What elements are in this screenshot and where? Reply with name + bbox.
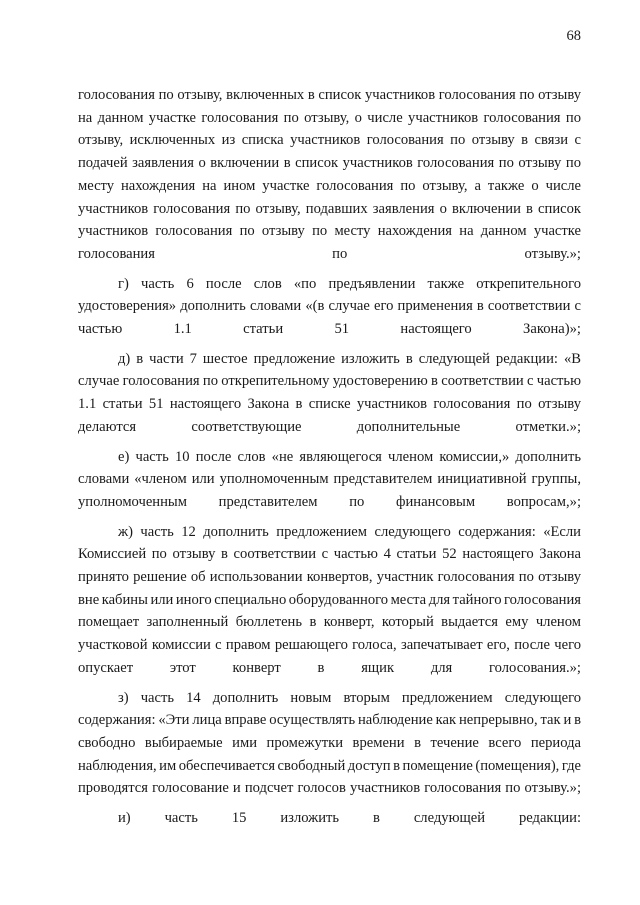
paragraph-item-d (78, 348, 581, 439)
text-line: и) часть 15 изложить в следующей редакции: (118, 810, 581, 827)
paragraph-item-i (78, 807, 581, 830)
text-line: принято решение об использовании конвертов, участник голосования по отзыву (78, 569, 581, 586)
page-number: 68 (566, 28, 581, 44)
text-line: д) в части 7 шестое предложение изложить в следующей редакции: «В (118, 350, 581, 367)
text-line: Комиссией по отзыву в соответствии с частью 4 статьи 52 настоящего Закона (78, 546, 581, 563)
text-line: г) часть 6 после слов «по предъявлении также открепительного (118, 275, 581, 292)
paragraph-continuation (78, 84, 581, 266)
text-line: опускает этот конверт в ящик для голосования.»; (78, 659, 581, 676)
text-line: участников голосования по отзыву по месту нахождения на данном участке (78, 223, 581, 240)
text-line: частью 1.1 статьи 51 настоящего Закона)»; (78, 321, 581, 338)
text-line: случае голосования по открепительному удостоверению в соответствии с частью (78, 373, 581, 390)
text-line: месту нахождения на ином участке голосования по отзыву, а также о числе (78, 177, 581, 194)
text-line: з) часть 14 дополнить новым вторым предложением следующего (118, 689, 581, 706)
text-line: содержания: «Эти лица вправе осуществлять наблюдение как непрерывно, так и в (78, 712, 582, 729)
text-line: удостоверения» дополнить словами «(в случае его применения в соответствии с (78, 298, 581, 315)
text-line: ж) часть 12 дополнить предложением следующего содержания: «Если (118, 523, 581, 540)
paragraph-item-e (78, 446, 581, 514)
text-line: подачей заявления о включении в список участников голосования по отзыву по (78, 155, 581, 172)
text-line: вне кабины или иного специально оборудованного места для тайного голосования (78, 591, 581, 608)
paragraph-item-zh (78, 521, 581, 680)
text-line: словами «членом или уполномоченным представителем инициативной группы, (78, 471, 581, 488)
text-line: проводятся голосование и подсчет голосов участников голосования по отзыву.»; (78, 780, 581, 797)
text-line: отзыву, исключенных из списка участников голосования по отзыву в связи с (78, 132, 581, 149)
text-line: делаются соответствующие дополнительные отметки.»; (78, 418, 581, 435)
text-line: наблюдения, им обеспечивается свободный доступ в помещение (помещения), где (78, 757, 581, 774)
text-line: свободно выбираемые ими промежутки времени в течение всего периода (78, 734, 581, 751)
text-line: голосования по отзыву.»; (78, 245, 581, 262)
paragraph-item-g (78, 273, 581, 341)
text-line: 1.1 статьи 51 настоящего Закона в списке участников голосования по отзыву (78, 396, 581, 413)
text-line: уполномоченным представителем по финансовым вопросам,»; (78, 493, 581, 510)
text-line: голосования по отзыву, включенных в список участников голосования по отзыву (78, 87, 582, 103)
text-line: е) часть 10 после слов «не являющегося членом комиссии,» дополнить (118, 448, 581, 465)
document-body (78, 84, 581, 830)
text-line: участников голосования по отзыву, подавших заявления о включении в список (78, 200, 581, 217)
paragraph-item-z (78, 687, 581, 801)
text-line: на данном участке голосования по отзыву, о числе участников голосования по (78, 109, 581, 126)
text-line: участковой комиссии с правом решающего голоса, запечатывает его, после чего (78, 637, 581, 654)
text-line: помещает заполненный бюллетень в конверт, который выдается ему членом (78, 614, 581, 631)
